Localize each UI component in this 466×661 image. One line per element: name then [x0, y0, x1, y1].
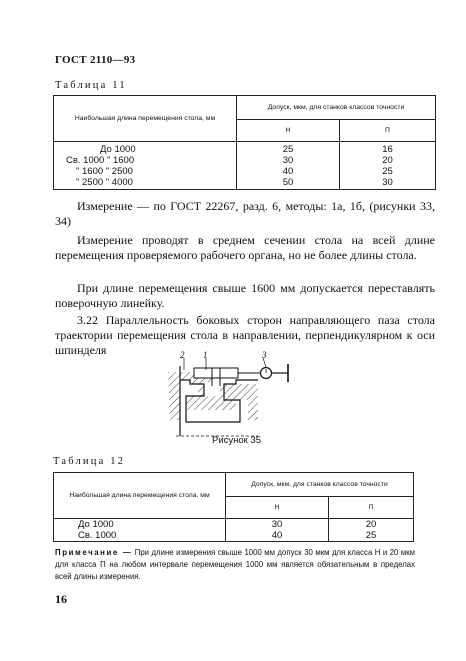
page-number: 16 [55, 592, 67, 606]
table-11-col-length: Наибольшая длина перемещения стола, мм [54, 96, 237, 142]
note-text: При длине измерения свыше 1000 мм допуск 30 мкм для класса Н и 20 мкм для класса П на любом интервале перемещения 1000 мм является обязательным в пределах всей длины измерения. [55, 548, 415, 581]
table-12-caption: Таблица 12 [53, 456, 126, 467]
table-12-col-tolerance: Допуск, мкм, для станков классов точности [226, 473, 414, 497]
table-11-class-h: Н [237, 120, 340, 142]
note-label: Примечание — [55, 548, 133, 557]
figure-35-drawing [160, 352, 300, 442]
paragraph-length: При длине перемещения свыше 1600 мм допускается переставлять поверочную линейку. [55, 281, 435, 310]
table-12-lengths: До 1000 Св. 1000 [54, 519, 226, 542]
figure-35-caption: Рисунок 35 [212, 435, 262, 446]
table-11 [53, 95, 436, 190]
table-12-p-values: 20 25 [329, 519, 414, 542]
table-11-caption: Таблица 11 [55, 80, 127, 91]
figure-label-1: 1 [203, 350, 208, 360]
figure-label-3: 3 [262, 350, 267, 360]
table-12-class-h: Н [226, 497, 329, 519]
table-12-col-length: Наибольшая длина перемещения стола, мм [54, 473, 226, 519]
table-12 [53, 472, 414, 542]
note-block [55, 547, 415, 583]
table-11-class-p: П [340, 120, 436, 142]
paragraph-method: Измерение — по ГОСТ 22267, разд. 6, методы: 1а, 1б, (рисунки 33, 34) [55, 199, 435, 228]
table-11-lengths: До 1000 Св. 1000 " 1600 " 1600 " 2500 " 2500 " 4000 [54, 142, 237, 190]
table-12-h-values: 30 40 [226, 519, 329, 542]
table-11-h-values: 25 30 40 50 [237, 142, 340, 190]
paragraph-3-22: 3.22 Параллельность боковых сторон направляющего паза стола траектории перемещения стола в направлении, перпендикулярном к оси шпинделя [55, 313, 435, 357]
table-11-p-values: 16 20 25 30 [340, 142, 436, 190]
document-header: ГОСТ 2110—93 [55, 54, 136, 66]
figure-label-2: 2 [180, 350, 185, 360]
table-12-class-p: П [329, 497, 414, 519]
paragraph-measurement: Измерение проводят в среднем сечении стола на всей длине перемещения проверяемого рабочего органа, но не более длины стола. [55, 233, 435, 262]
table-11-col-tolerance: Допуск, мкм, для станков классов точности [237, 96, 436, 120]
